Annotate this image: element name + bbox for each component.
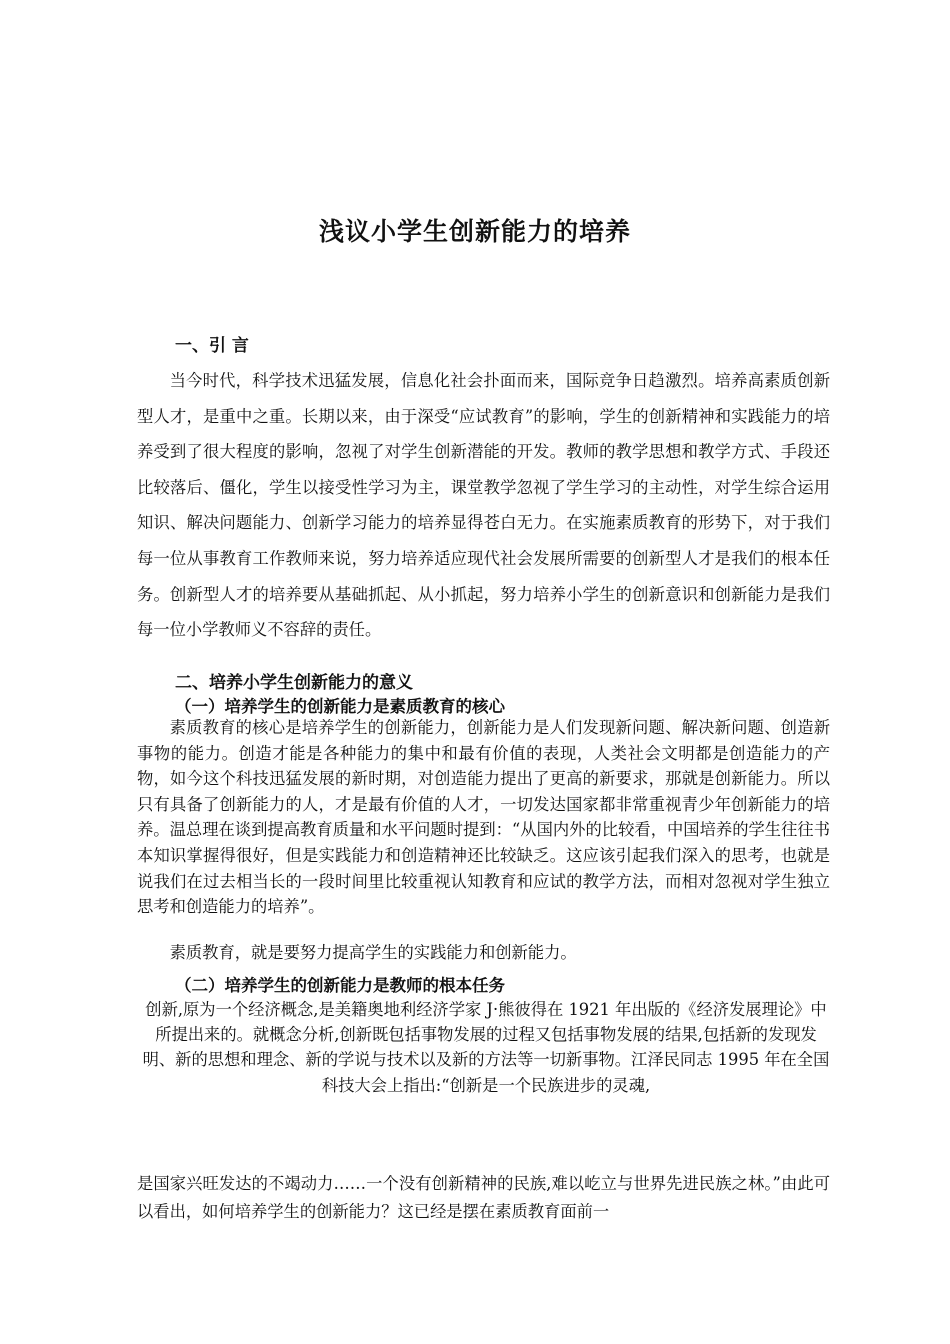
subsection-core-paragraph: 素质教育的核心是培养学生的创新能力，创新能力是人们发现新问题、解决新问题、创造新事物的能力。创造才能是各种能力的集中和最有价值的表现，人类社会文明都是创造能力的产物，如今这个科技迅猛发展的新时期，对创造能力提出了更高的新要求，那就是创新能力。所以只有具备了创新能力的人，才是最有价值的人才，一切发达国家都非常重视青少年创新能力的培养。温总理在谈到提高教育质量和水平问题时提到：“从国内外的比较看，中国培养的学生往往书本知识掌握得很好，但是实践能力和创造精神还比较缺乏。这应该引起我们深入的思考，也就是说我们在过去相当长的一段时间里比较重视认知教育和应试的教学方法，而相对忽视对学生独立思考和创造能力的培养”。 xyxy=(137,718,830,917)
document-title: 浅议小学生创新能力的培养 xyxy=(318,217,631,246)
subsection-task-continuation: 是国家兴旺发达的不竭动力……一个没有创新精神的民族,难以屹立与世界先进民族之林。”由此可以看出，如何培养学生的创新能力？这已经是摆在素质教育面前一 xyxy=(137,1174,830,1221)
introduction-paragraph: 当今时代，科学技术迅猛发展，信息化社会扑面而来，国际竞争日趋激烈。培养高素质创新型人才，是重中之重。长期以来，由于深受“应试教育”的影响，学生的创新精神和实践能力的培养受到了很大程度的影响，忽视了对学生创新潜能的开发。教师的教学思想和教学方式、手段还比较落后、僵化，学生以接受性学习为主，课堂教学忽视了学生学习的主动性，对学生综合运用知识、解决问题能力、创新学习能力的培养显得苍白无力。在实施素质教育的形势下，对于我们每一位从事教育工作教师来说，努力培养适应现代社会发展所需要的创新型人才是我们的根本任务。创新型人才的培养要从基础抓起、从小抓起，努力培养小学生的创新意识和创新能力是我们每一位小学教师义不容辞的责任。 xyxy=(137,371,830,640)
subsection-heading-task: （二）培养学生的创新能力是教师的根本任务 xyxy=(175,976,505,995)
section-heading-introduction: 一、引 言 xyxy=(175,336,249,356)
subsection-heading-core: （一）培养学生的创新能力是素质教育的核心 xyxy=(175,697,505,716)
subsection-task-paragraph: 创新,原为一个经济概念,是美籍奥地利经济学家 J·熊彼得在 1921 年出版的《经济发展理论》中所提出来的。就概念分析,创新既包括事物发展的过程又包括事物发展的结果,包括新的发现发明、新的思想和理念、新的学说与技术以及新的方法等一切新事物。江泽民同志 1995 年在全国科技大会上指出:“创新是一个民族进步的灵魂, xyxy=(142,1000,830,1095)
subsection-core-conclusion: 素质教育，就是要努力提高学生的实践能力和创新能力。 xyxy=(169,943,577,962)
section-heading-significance: 二、培养小学生创新能力的意义 xyxy=(175,673,413,693)
